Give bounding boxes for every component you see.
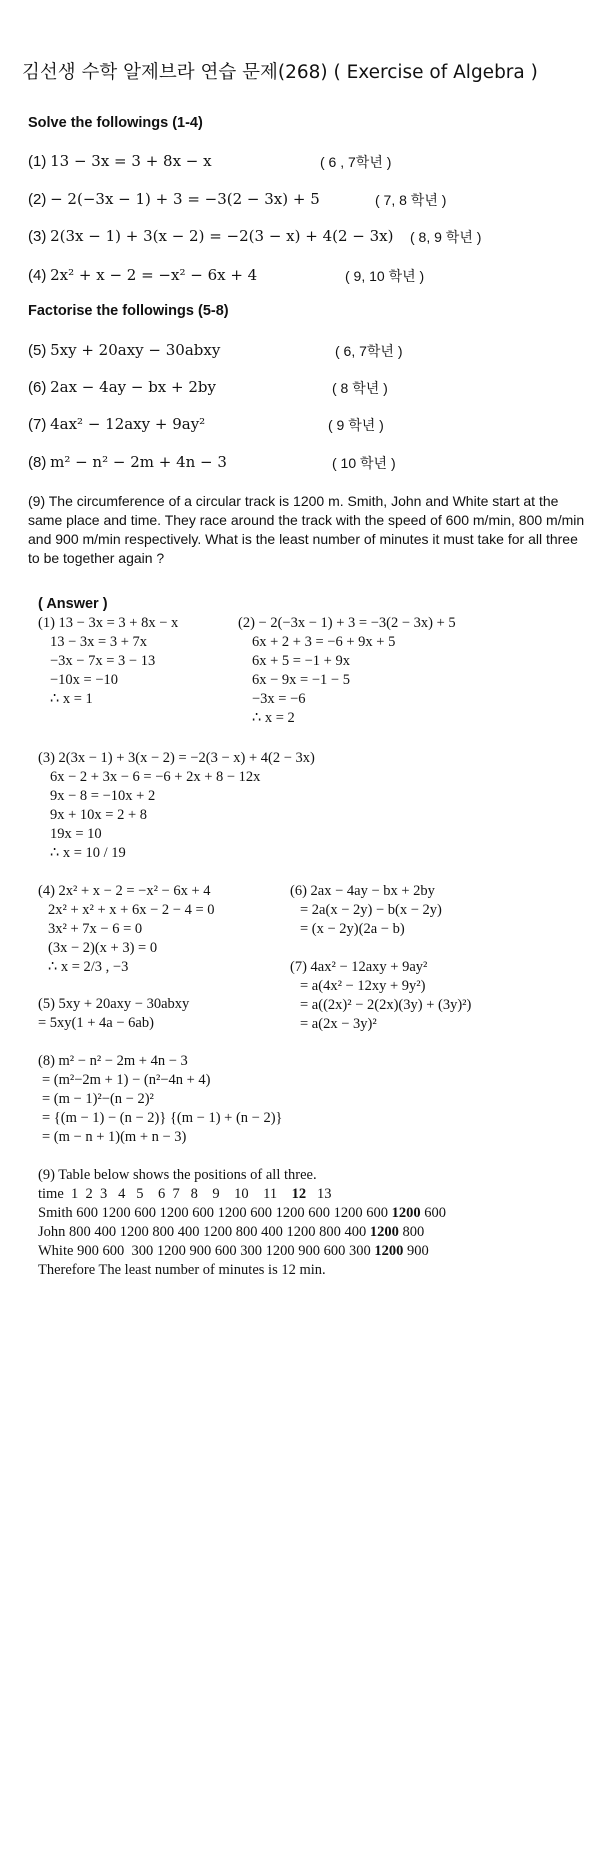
row-label: John <box>38 1224 66 1240</box>
answer-line: ∴ x = 10 / 19 <box>50 845 126 861</box>
problem-expression: 4ax² − 12axy + 9ay² <box>50 415 206 433</box>
cell: 1200 <box>203 1224 233 1240</box>
grade-label: ( 6, 7학년 ) <box>335 343 403 359</box>
cell: 300 <box>240 1243 262 1259</box>
answer-line: = a(2x − 3y)² <box>300 1016 377 1032</box>
answer-line: = 2a(x − 2y) − b(x − 2y) <box>300 902 442 918</box>
answer-line: = (m − n + 1)(m + n − 3) <box>42 1129 187 1145</box>
answer-line: = a(4x² − 12xy + 9y²) <box>300 978 426 994</box>
row-label: Smith <box>38 1205 73 1221</box>
answer-line: 13 − 3x = 3 + 7x <box>50 634 148 650</box>
cell: 3 <box>100 1186 108 1202</box>
cell: 900 <box>406 1243 429 1259</box>
cell: 600 <box>102 1243 125 1259</box>
answer-line: (4) 2x² + x − 2 = −x² − 6x + 4 <box>38 883 211 899</box>
problem-1 <box>28 152 212 171</box>
cell: 600 <box>250 1205 273 1221</box>
problem-3 <box>28 227 393 246</box>
problem-2 <box>28 190 320 209</box>
cell: 800 <box>152 1224 175 1240</box>
answer-line: ∴ x = 2/3 , −3 <box>48 959 129 975</box>
row-label: time <box>38 1186 64 1202</box>
cell: 900 <box>298 1243 320 1259</box>
problem-8 <box>28 453 227 472</box>
answer-line: 2x² + x² + x + 6x − 2 − 4 = 0 <box>48 902 215 918</box>
grade-label: ( 9, 10 학년 ) <box>345 268 425 284</box>
cell: 800 <box>69 1224 91 1240</box>
answer-9-conclusion: Therefore The least number of minutes is 12 min. <box>38 1262 326 1278</box>
cell: 1200 <box>333 1205 363 1221</box>
cell: 5 <box>136 1186 144 1202</box>
problem-9-text: (9) The circumference of a circular track is 1200 m. Smith, John and White start at the same place and time. They race around the track with the speed of 600 m/min, 800 m/min and 900 m/min respectively. What is the least number of minutes it must take for all three to be together again ? <box>28 493 585 566</box>
answer-line: = (m²−2m + 1) − (n²−4n + 4) <box>42 1072 211 1088</box>
section-heading-factorise: Factorise the followings (5-8) <box>28 303 229 319</box>
problem-number: (2) <box>28 191 47 208</box>
cell: 800 <box>402 1224 425 1240</box>
problem-expression: 2(3x − 1) + 3(x − 2) = −2(3 − x) + 4(2 − 3x) <box>50 227 394 245</box>
answer-line: 6x + 5 = −1 + 9x <box>252 653 350 669</box>
answer-line: 6x − 2 + 3x − 6 = −6 + 2x + 8 − 12x <box>50 769 261 785</box>
problem-4 <box>28 266 257 285</box>
answer-line: = 5xy(1 + 4a − 6ab) <box>38 1015 154 1031</box>
problem-number: (6) <box>28 379 47 396</box>
cell-highlight: 12 <box>291 1186 307 1202</box>
cell: 800 <box>235 1224 258 1240</box>
answer-line: −3x = −6 <box>252 691 306 707</box>
answer-line: 9x + 10x = 2 + 8 <box>50 807 148 823</box>
cell: 1200 <box>101 1205 131 1221</box>
cell: 800 <box>319 1224 341 1240</box>
answer-line: 19x = 10 <box>50 826 102 842</box>
cell: 1200 <box>286 1224 316 1240</box>
cell: 7 <box>172 1186 180 1202</box>
section-heading-solve: Solve the followings (1-4) <box>28 115 203 131</box>
cell: 8 <box>190 1186 198 1202</box>
answer-line: (2) − 2(−3x − 1) + 3 = −3(2 − 3x) + 5 <box>238 615 456 631</box>
position-row-john <box>38 1224 424 1241</box>
problem-expression: m² − n² − 2m + 4n − 3 <box>50 453 227 471</box>
problem-expression: 13 − 3x = 3 + 8x − x <box>50 152 212 170</box>
cell: 1 <box>71 1186 79 1202</box>
cell: 300 <box>131 1243 154 1259</box>
answer-line: (7) 4ax² − 12axy + 9ay² <box>290 959 428 975</box>
cell: 900 <box>189 1243 212 1259</box>
cell: 400 <box>261 1224 283 1240</box>
cell: 1200 <box>119 1224 149 1240</box>
answer-line: (6) 2ax − 4ay − bx + 2by <box>290 883 435 899</box>
grade-label: ( 8, 9 학년 ) <box>410 229 482 245</box>
cell: 900 <box>77 1243 99 1259</box>
problem-expression: 2x² + x − 2 = −x² − 6x + 4 <box>50 266 258 284</box>
cell: 11 <box>263 1186 278 1202</box>
answer-9-intro: (9) Table below shows the positions of all three. <box>38 1167 317 1183</box>
row-label: White <box>38 1243 74 1259</box>
answer-line: 3x² + 7x − 6 = 0 <box>48 921 143 937</box>
cell: 600 <box>308 1205 331 1221</box>
cell: 1200 <box>217 1205 247 1221</box>
problem-number: (3) <box>28 228 47 245</box>
position-row-white <box>38 1243 429 1260</box>
position-row-smith <box>38 1205 446 1222</box>
position-row-time <box>38 1186 332 1203</box>
grade-label: ( 7, 8 학년 ) <box>375 192 447 208</box>
problem-7 <box>28 415 205 434</box>
cell: 6 <box>158 1186 166 1202</box>
cell: 1200 <box>159 1205 189 1221</box>
cell: 600 <box>214 1243 237 1259</box>
cell: 9 <box>212 1186 220 1202</box>
answer-heading: ( Answer ) <box>38 596 108 612</box>
cell: 1200 <box>265 1243 295 1259</box>
cell: 1200 <box>156 1243 186 1259</box>
answer-line: (5) 5xy + 20axy − 30abxy <box>38 996 190 1012</box>
cell: 600 <box>76 1205 99 1221</box>
answer-line: (8) m² − n² − 2m + 4n − 3 <box>38 1053 188 1069</box>
problem-number: (8) <box>28 454 47 471</box>
answer-line: −10x = −10 <box>50 672 119 688</box>
cell: 1200 <box>275 1205 305 1221</box>
problem-expression: 2ax − 4ay − bx + 2by <box>50 378 216 396</box>
problem-5 <box>28 341 220 360</box>
answer-line: 9x − 8 = −10x + 2 <box>50 788 156 804</box>
cell: 600 <box>366 1205 389 1221</box>
problem-number: (5) <box>28 342 47 359</box>
problem-number: (7) <box>28 416 47 433</box>
answer-line: = (m − 1)²−(n − 2)² <box>42 1091 154 1107</box>
answer-line: = a((2x)² − 2(2x)(3y) + (3y)²) <box>300 997 472 1013</box>
answer-line: ∴ x = 1 <box>50 691 93 707</box>
cell: 13 <box>317 1186 332 1202</box>
answer-line: = {(m − 1) − (n − 2)} {(m − 1) + (n − 2)} <box>42 1110 283 1126</box>
cell: 10 <box>234 1186 249 1202</box>
answer-line: ∴ x = 2 <box>252 710 295 726</box>
cell: 2 <box>85 1186 93 1202</box>
answer-line: −3x − 7x = 3 − 13 <box>50 653 156 669</box>
answer-line: (3x − 2)(x + 3) = 0 <box>48 940 158 956</box>
problem-6 <box>28 378 216 397</box>
cell: 400 <box>177 1224 200 1240</box>
answer-line: 6x − 9x = −1 − 5 <box>252 672 350 688</box>
cell-highlight: 1200 <box>369 1224 399 1240</box>
grade-label: ( 10 학년 ) <box>332 455 396 471</box>
problem-number: (1) <box>28 153 47 170</box>
answer-line: 6x + 2 + 3 = −6 + 9x + 5 <box>252 634 396 650</box>
cell-highlight: 1200 <box>374 1243 404 1259</box>
grade-label: ( 8 학년 ) <box>332 380 388 396</box>
problem-number: (4) <box>28 267 47 284</box>
cell: 4 <box>118 1186 126 1202</box>
cell: 400 <box>94 1224 117 1240</box>
answer-line: (1) 13 − 3x = 3 + 8x − x <box>38 615 179 631</box>
cell: 600 <box>192 1205 215 1221</box>
problem-expression: − 2(−3x − 1) + 3 = −3(2 − 3x) + 5 <box>50 190 320 208</box>
problem-expression: 5xy + 20axy − 30abxy <box>50 341 221 359</box>
cell: 600 <box>424 1205 447 1221</box>
cell: 600 <box>134 1205 157 1221</box>
answer-line: = (x − 2y)(2a − b) <box>300 921 405 937</box>
cell: 600 <box>323 1243 346 1259</box>
grade-label: ( 9 학년 ) <box>328 417 384 433</box>
page-title: 김선생 수학 알제브라 연습 문제(268) ( Exercise of Algebra ) <box>22 62 538 83</box>
cell: 300 <box>348 1243 371 1259</box>
cell: 400 <box>344 1224 367 1240</box>
answer-line: (3) 2(3x − 1) + 3(x − 2) = −2(3 − x) + 4(2 − 3x) <box>38 750 315 766</box>
grade-label: ( 6 , 7학년 ) <box>320 154 392 170</box>
cell-highlight: 1200 <box>391 1205 421 1221</box>
